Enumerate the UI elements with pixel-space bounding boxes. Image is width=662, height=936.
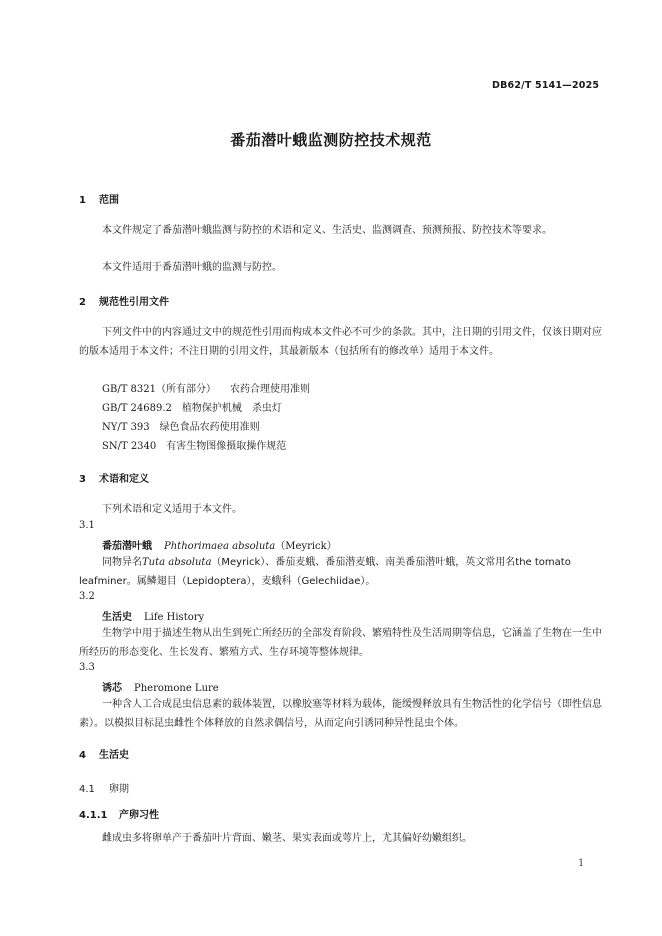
term-number: 3.3 (79, 662, 95, 673)
definition-text: （Meyrick）、番茄麦蛾、番茄潜麦蛾、南美番茄潜叶蛾，英文常用名the tomato leafminer。属鳞翅目（Lepidoptera），麦蛾科（Gelechiidae）。 (79, 557, 571, 587)
section-title: 生活史 (99, 750, 129, 761)
term-definition: 生物学中用于描述生物从出生到死亡所经历的全部发育阶段、繁殖特性及生活周期等信息，它涵盖了生物在一生中所经历的形态变化、生长发育、繁殖方式、生存环境等整体规律。 (79, 628, 602, 658)
term-definition: 一种含人工合成昆虫信息素的载体装置，以橡胶塞等材料为载体，能缓慢释放具有生物活性的化学信号（即性信息素）。以模拟目标昆虫雌性个体释放的自然求偶信号，从而定向引诱同种异性昆虫个体。 (79, 699, 602, 729)
term-en: Life History (144, 612, 205, 623)
section-number: 3 (79, 474, 86, 485)
section-number: 4 (79, 750, 86, 761)
reference-name: 有害生物图像摄取操作规范 (166, 441, 287, 452)
reference-item (102, 399, 282, 414)
paragraph: 本文件规定了番茄潜叶蛾监测与防控的术语和定义、生活史、监测调查、预测预报、防控技术等要求。 (102, 225, 552, 236)
section-heading-4 (79, 746, 129, 761)
reference-code: GB/T 24689.2 (102, 403, 172, 414)
term-en: Pheromone Lure (134, 683, 219, 694)
section-heading-1 (79, 191, 119, 206)
term-author: （Meyrick） (275, 541, 337, 552)
reference-code: NY/T 393 (102, 422, 150, 433)
term-number: 3.2 (79, 591, 95, 602)
standard-code: DB62/T 5141—2025 (492, 80, 600, 91)
term-heading (102, 537, 337, 552)
reference-name: 农药合理使用准则 (230, 384, 311, 395)
reference-name: 植物保护机械 杀虫灯 (181, 403, 282, 414)
section-heading-2 (79, 293, 169, 308)
page-number: 1 (578, 858, 585, 869)
term-zh: 生活史 (102, 612, 132, 623)
subsection-heading-4-1 (79, 780, 129, 795)
subsection-number: 4.1 (79, 784, 95, 795)
term-scientific-name: Phthorimaea absoluta (164, 541, 276, 552)
synonym-scientific-name: Tuta absoluta (142, 557, 212, 568)
paragraph: 雌成虫多将卵单产于番茄叶片背面、嫩茎、果实表面或萼片上，尤其偏好幼嫩组织。 (102, 833, 472, 844)
term-definition (79, 553, 602, 591)
subsection-title: 卵期 (109, 784, 129, 795)
term-heading (102, 679, 219, 694)
term-zh: 诱芯 (102, 683, 122, 694)
section-number: 1 (79, 195, 86, 206)
section-heading-3 (79, 470, 149, 485)
subsection-heading-4-1-1 (79, 806, 159, 821)
paragraph: 本文件适用于番茄潜叶蛾的监测与防控。 (102, 262, 282, 273)
reference-code: GB/T 8321（所有部分） (102, 384, 217, 395)
subsection-title: 产卵习性 (119, 810, 159, 821)
section-title: 规范性引用文件 (99, 297, 169, 308)
section-title: 范围 (99, 195, 119, 206)
paragraph: 下列文件中的内容通过文中的规范性引用而构成本文件必不可少的条款。其中，注日期的引用文件，仅该日期对应的版本适用于本文件；不注日期的引用文件，其最新版本（包括所有的修改单）适用于本文件。 (79, 327, 602, 357)
paragraph: 下列术语和定义适用于本文件。 (102, 504, 242, 515)
reference-code: SN/T 2340 (102, 441, 157, 452)
term-heading (102, 608, 204, 623)
reference-item (102, 418, 260, 433)
reference-item (102, 380, 310, 395)
section-title: 术语和定义 (99, 474, 149, 485)
reference-item (102, 437, 286, 452)
document-title: 番茄潜叶蛾监测防控技术规范 (230, 131, 432, 149)
section-number: 2 (79, 297, 86, 308)
term-number: 3.1 (79, 520, 95, 531)
definition-prefix: 同物异名 (102, 557, 142, 568)
subsection-number: 4.1.1 (79, 810, 108, 821)
reference-name: 绿色食品农药使用准则 (159, 422, 260, 433)
term-zh: 番茄潜叶蛾 (102, 541, 152, 552)
